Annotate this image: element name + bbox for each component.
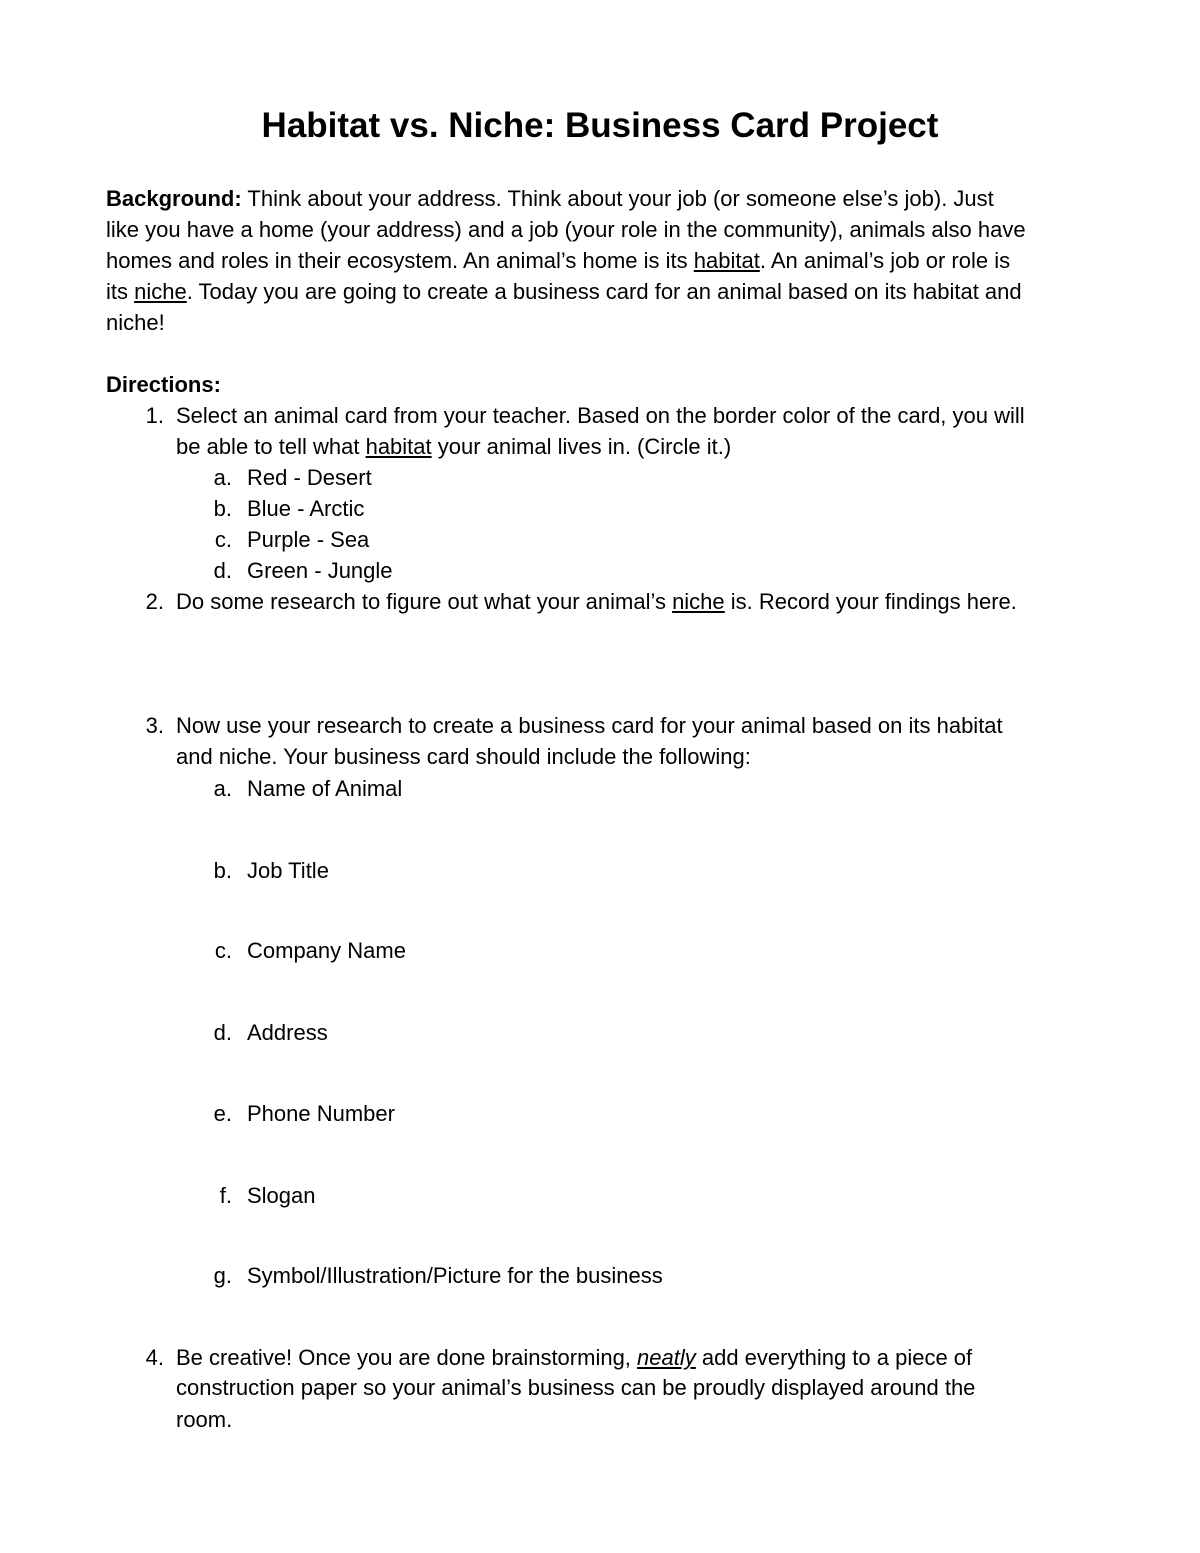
item-letter: a.	[213, 776, 232, 801]
item-letter: c.	[214, 938, 232, 963]
card-item-company-name: Company Name	[247, 938, 406, 963]
card-item-symbol: Symbol/Illustration/Picture for the business	[247, 1263, 663, 1288]
step-2-text-a: Do some research to figure out what your animal’s	[176, 589, 673, 614]
background-text-1: Think about your address. Think about your job (or someone else’s job). Just	[247, 186, 994, 211]
habitat-option-jungle: Green - Jungle	[247, 558, 393, 583]
background-text-4a: its	[106, 279, 135, 304]
step-3-line-1: Now use your research to create a business card for your animal based on its habitat	[176, 713, 1003, 738]
background-line-2: like you have a home (your address) and a job (your role in the community), animals also have	[106, 217, 1026, 242]
background-line-4	[106, 276, 1106, 307]
item-letter: e.	[213, 1101, 232, 1126]
card-item-job-title: Job Title	[247, 858, 329, 883]
item-letter: f.	[219, 1183, 232, 1208]
card-item-address: Address	[247, 1020, 328, 1045]
option-letter: a.	[213, 465, 232, 490]
step-number: 4.	[145, 1345, 164, 1370]
card-item-slogan: Slogan	[247, 1183, 316, 1208]
step-number: 2.	[145, 589, 164, 614]
step-1-line-2	[176, 431, 731, 462]
background-text-3b: . An animal’s job or role is	[759, 248, 1011, 273]
background-text-4b: . Today you are going to create a business card for an animal based on its habitat and	[186, 279, 1022, 304]
habitat-option-arctic: Blue - Arctic	[247, 496, 365, 521]
step-4-text-b: add everything to a piece of	[695, 1345, 973, 1370]
niche-term: niche	[134, 279, 187, 304]
item-letter: g.	[213, 1263, 232, 1288]
step-2-text	[176, 586, 1017, 617]
habitat-option-desert: Red - Desert	[247, 465, 372, 490]
step-number: 1.	[145, 403, 164, 428]
habitat-term: habitat	[693, 248, 760, 273]
card-item-animal-name: Name of Animal	[247, 776, 403, 801]
background-line-1	[106, 183, 1106, 214]
background-label: Background:	[106, 186, 242, 211]
step-4-line-1	[176, 1342, 972, 1373]
option-letter: c.	[214, 527, 232, 552]
directions-heading: Directions:	[106, 372, 221, 397]
card-item-phone-number: Phone Number	[247, 1101, 395, 1126]
step-1-text-b: your animal lives in. (Circle it.)	[431, 434, 732, 459]
background-line-5: niche!	[106, 310, 165, 335]
neatly-emphasis: neatly	[637, 1345, 696, 1370]
page-title: Habitat vs. Niche: Business Card Project	[261, 106, 939, 145]
option-letter: b.	[213, 496, 232, 521]
background-text-3a: homes and roles in their ecosystem. An animal’s home is its	[106, 248, 694, 273]
habitat-option-sea: Purple - Sea	[247, 527, 370, 552]
step-1-text-a: be able to tell what	[176, 434, 366, 459]
step-number: 3.	[145, 713, 164, 738]
step-2-text-b: is. Record your findings here.	[724, 589, 1017, 614]
item-letter: b.	[213, 858, 232, 883]
step-4-line-3: room.	[176, 1407, 233, 1432]
step-4-line-2: construction paper so your animal’s business can be proudly displayed around the	[176, 1375, 976, 1400]
option-letter: d.	[213, 558, 232, 583]
background-line-3	[106, 245, 1106, 276]
habitat-term: habitat	[365, 434, 432, 459]
step-3-line-2: and niche. Your business card should include the following:	[176, 744, 751, 769]
niche-term: niche	[672, 589, 725, 614]
step-1-line-1: Select an animal card from your teacher. Based on the border color of the card, you will	[176, 403, 1025, 428]
step-4-text-a: Be creative! Once you are done brainstorming,	[176, 1345, 638, 1370]
item-letter: d.	[213, 1020, 232, 1045]
